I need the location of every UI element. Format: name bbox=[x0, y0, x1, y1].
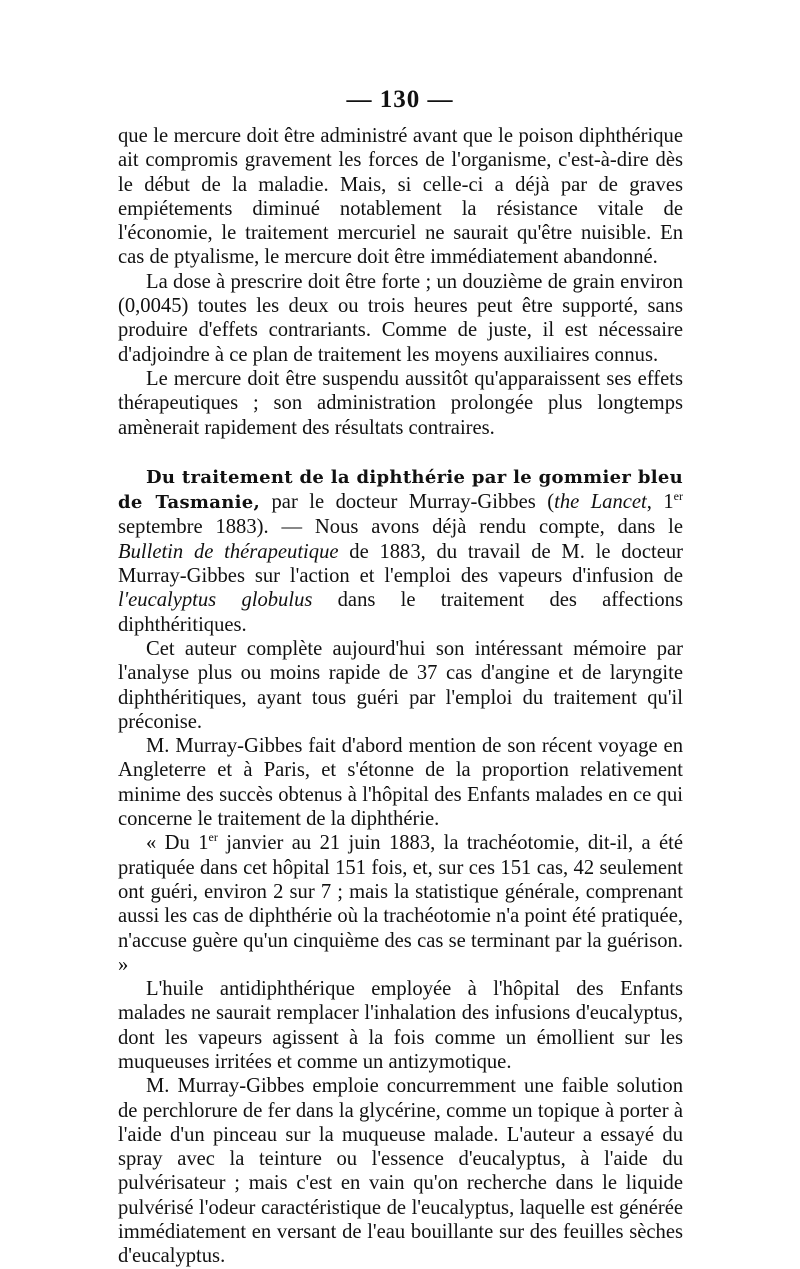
date-day: , 1 bbox=[646, 491, 674, 514]
section-title: Du traitement de la diphthérie par le gommier bleu de Tasmanie, bbox=[118, 466, 683, 514]
section-intro-paragraph bbox=[118, 465, 683, 637]
date-rest: septembre 1883). — Nous avons déjà rendu compte, dans le bbox=[118, 516, 683, 539]
body-text bbox=[118, 124, 683, 1269]
paragraph-antidiphtheric-oil: L'huile antidiphthérique employée à l'hôpital des Enfants malades ne saurait remplacer l'inhalation des infusions d'eucalyptus, dont les vapeurs agissent à la fois comme un émollient sur les muqueuses irritées et comme un antizymotique. bbox=[118, 978, 683, 1073]
section-end-text: dans le traitement des affections diphthéritiques. bbox=[118, 589, 683, 636]
paragraph-author-memoir: Cet auteur complète aujourd'hui son intéressant mémoire par l'analyse plus ou moins rapide de 37 cas d'angine et de laryngite diphthéritiques, ayant tous guéri par l'emploi du traitement qu'il préconise. bbox=[118, 637, 683, 733]
section-spacer bbox=[118, 440, 683, 465]
paragraph-mercury-timing: que le mercure doit être administré avant que le poison diphthérique ait compromis gravement les forces de l'organisme, c'est-à-dire dès le début de la maladie. Mais, si celle-ci a déjà par de graves empiétements diminué notablement la résistance vitale de l'économie, le traitement mercuriel ne saurait qu'être nuisible. En cas de ptyalisme, le mercure doit être immédiatement abandonné. bbox=[118, 125, 683, 269]
paragraph-author-voyage: M. Murray-Gibbes fait d'abord mention de son récent voyage en Angleterre et à Paris, et s'étonne de la proportion relativement minime des succès obtenus à l'hôpital des Enfants malades en ce qui concerne le traitement de la diphthérie. bbox=[118, 735, 683, 831]
paragraph-mercury-dose: La dose à prescrire doit être forte ; un douzième de grain environ (0,0045) toutes les deux ou trois heures peut être supporté, sans produire d'effets contrariants. Comme de juste, il est nécessaire d'adjoindre à ce plan de traitement les moyens auxiliaires connus. bbox=[118, 270, 683, 366]
date-superscript: er bbox=[673, 489, 683, 504]
plant-name: l'eucalyptus globulus bbox=[118, 589, 313, 612]
quote-superscript: er bbox=[208, 830, 218, 845]
quote-open: « Du 1 bbox=[146, 832, 209, 855]
quote-rest: janvier au 21 juin 1883, la trachéotomie, dit-il, a été pratiquée dans cet hôpital 151 fois, et, sur ces 151 cas, 42 seulement ont guéri, environ 2 sur 7 ; mais la statistique générale, comprenant aussi les cas de diphthérie où la trachéotomie n'a point été pratiquée, n'accuse guère qu'un cinquième des cas se terminant par la guérison. » bbox=[118, 832, 683, 976]
paragraph-perchloride-treatment: M. Murray-Gibbes emploie concurremment une faible solution de perchlorure de fer dans la glycérine, comme un topique à porter à l'aide d'un pinceau sur la muqueuse malade. L'auteur a essayé du spray avec la teinture ou l'essence d'eucalyptus, à l'aide du pulvérisateur ; mais c'est en vain qu'on recherche dans le liquide pulvérisé l'odeur caractéristique de l'eucalyptus, laquelle est générée immédiatement en versant de l'eau bouillante sur des feuilles sèches d'eucalyptus. bbox=[118, 1075, 683, 1268]
bulletin-name: Bulletin de thérapeutique bbox=[118, 540, 339, 563]
paragraph-mercury-suspension: Le mercure doit être suspendu aussitôt qu'apparaissent ses effets thérapeutiques ; son administration prolongée plus longtemps amènerait rapidement des résultats contraires. bbox=[118, 367, 683, 439]
quote-paragraph bbox=[118, 831, 683, 977]
journal-name: the Lancet bbox=[554, 491, 647, 514]
section-author-text: par le docteur Murray-Gibbes ( bbox=[260, 491, 555, 514]
page-number: — 130 — bbox=[346, 86, 454, 113]
section-mid-text: de 1883, du travail de M. le docteur Murray-Gibbes sur l'action et l'emploi des vapeurs d'infusion de bbox=[118, 540, 683, 588]
